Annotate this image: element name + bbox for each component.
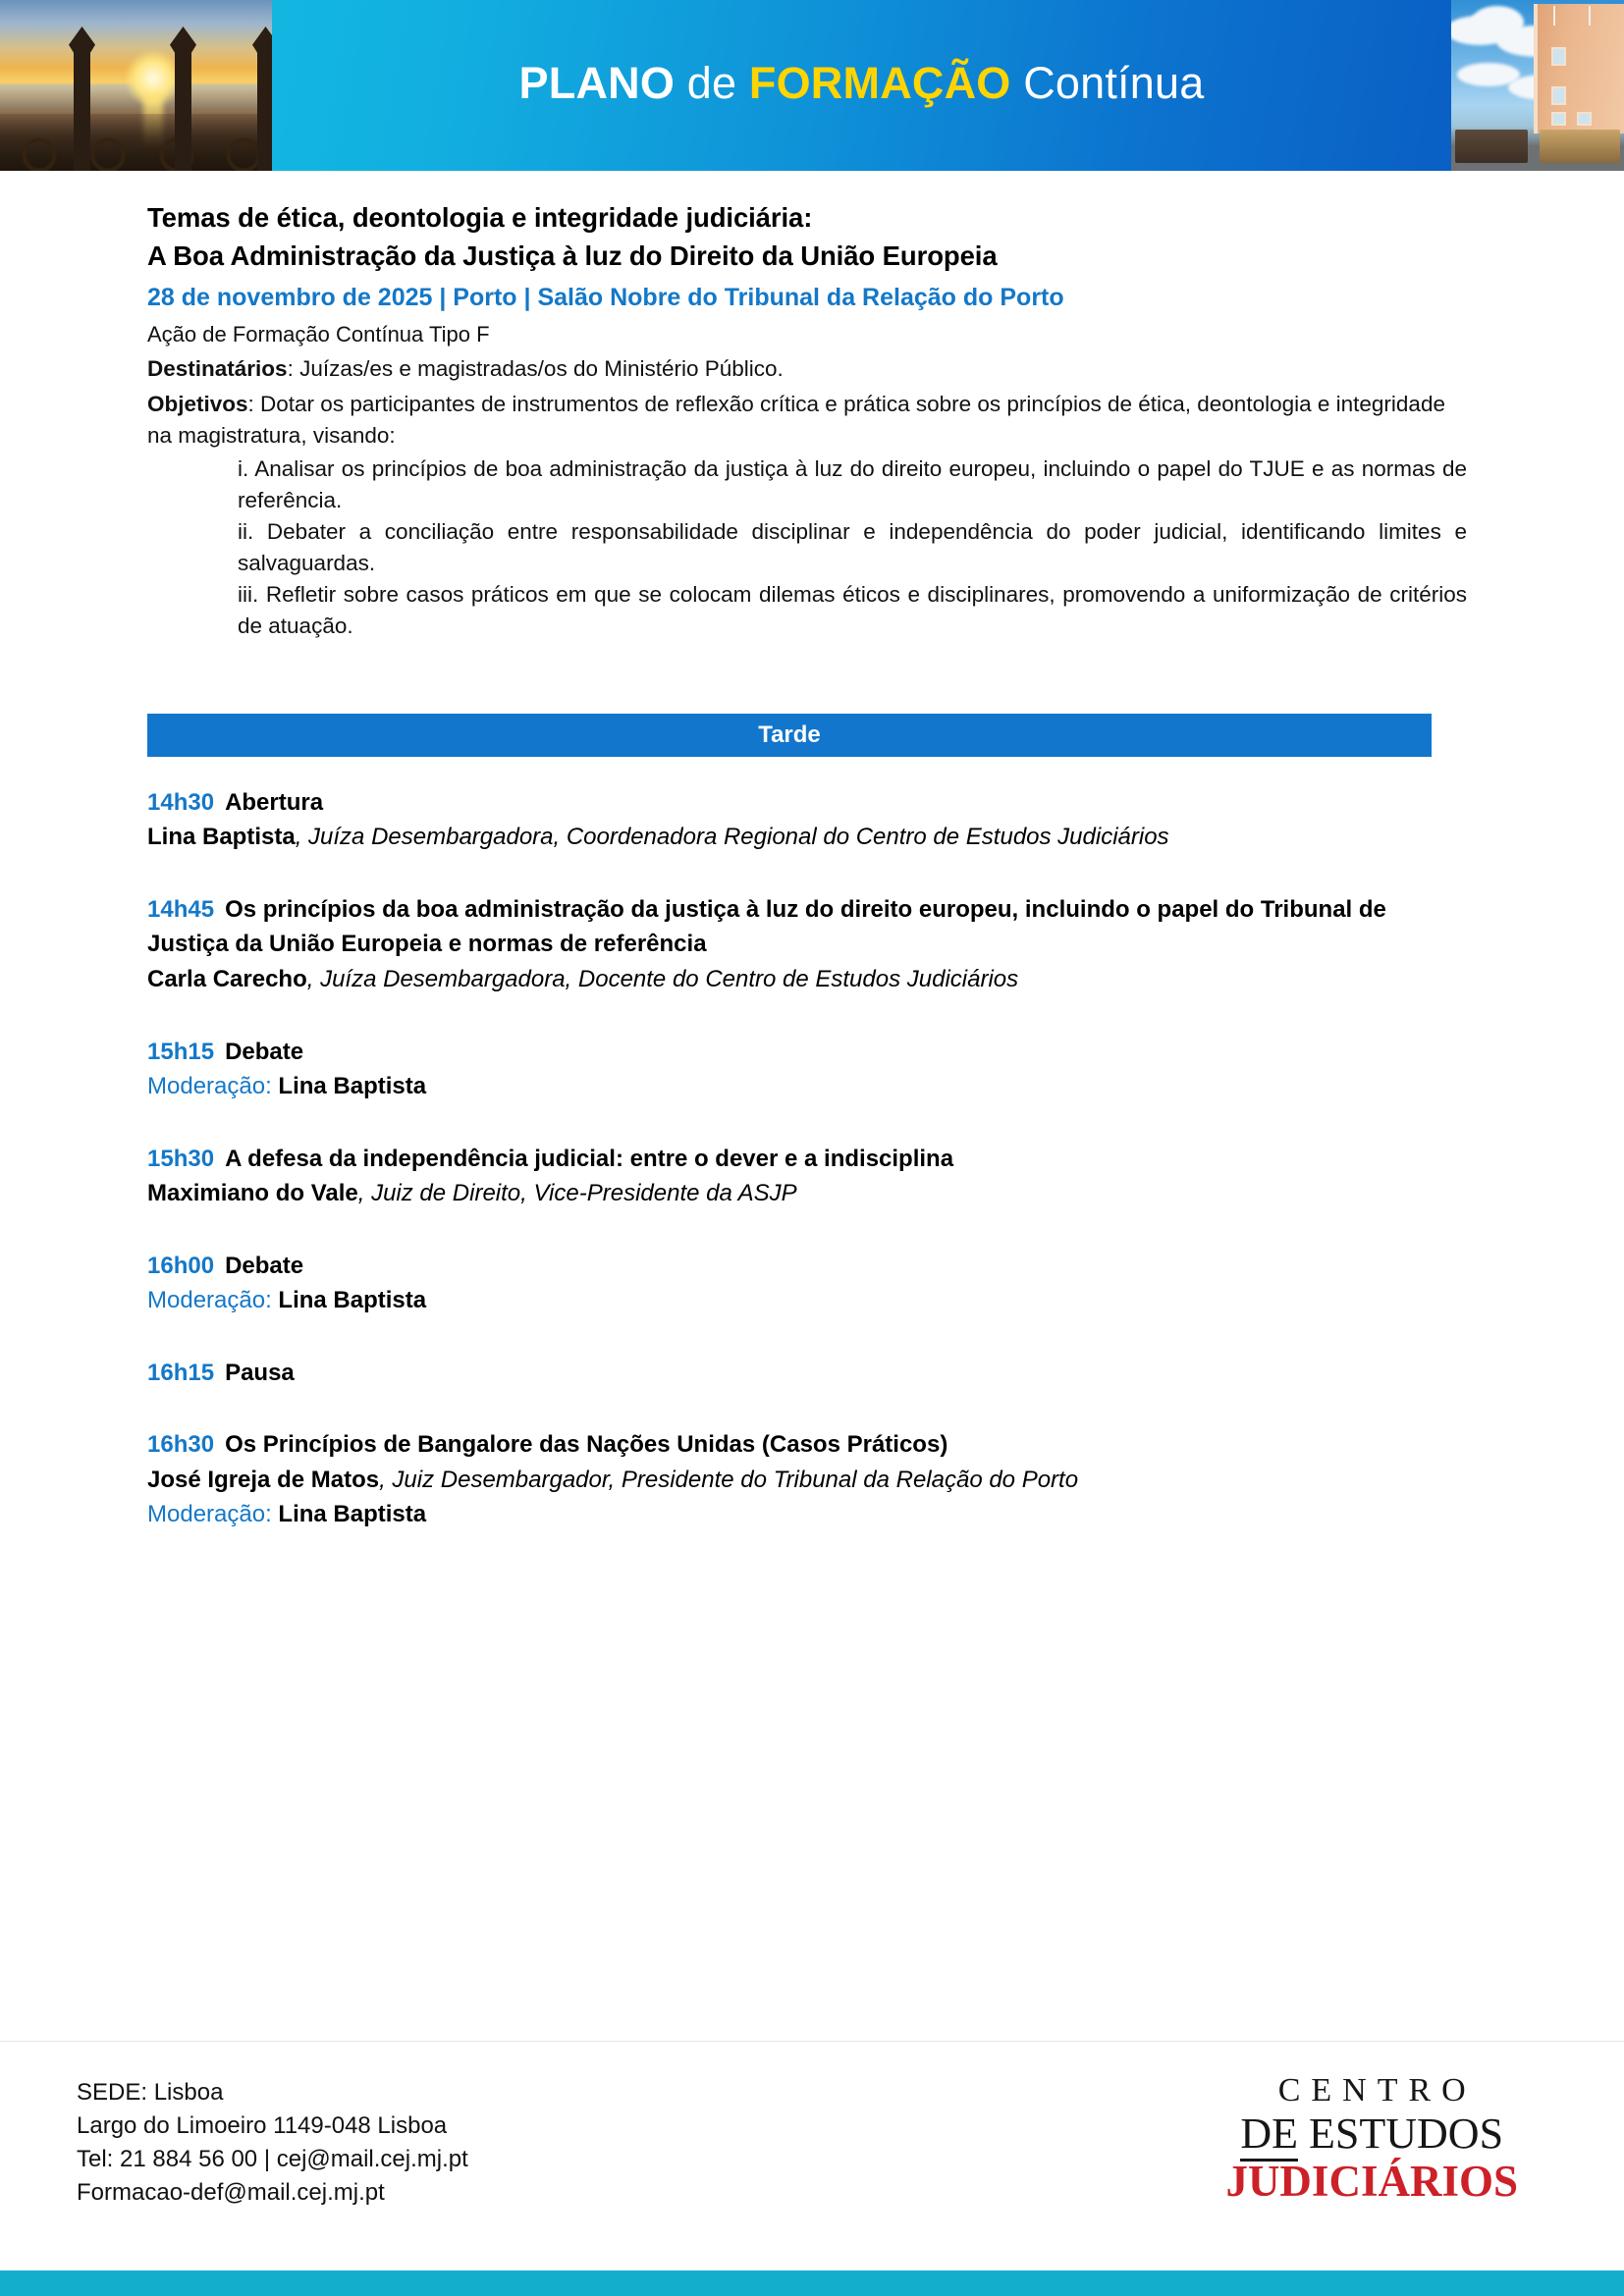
objective-item: ii. Debater a conciliação entre responsabilidade disciplinar e independência do poder judicial, identificando limites e salvaguardas. [238, 519, 1467, 576]
schedule-item-heading [147, 892, 1467, 962]
document-body [0, 171, 1624, 1570]
footer-contact-line: Tel: 21 884 56 00 | cej@mail.cej.mj.pt [77, 2146, 468, 2173]
schedule-item-time: 15h15 [147, 1038, 215, 1065]
moderation-label: Moderação [147, 1073, 266, 1100]
header-title-area [272, 0, 1451, 171]
header-photo-building [1451, 0, 1624, 171]
doc-title-line-2: A Boa Administração da Justiça à luz do Direito da União Europeia [147, 240, 998, 272]
schedule-item [147, 1356, 1467, 1391]
speaker-name: Maximiano do Vale [147, 1180, 358, 1207]
schedule-item-heading [147, 1035, 1467, 1070]
speaker-role: , Juiz Desembargador, Presidente do Tribunal da Relação do Porto [379, 1466, 1079, 1493]
session-banner-label: Tarde [758, 721, 821, 748]
window [1551, 47, 1566, 66]
doc-subtitle-date-place: 28 de novembro de 2025 | Porto | Salão Nobre do Tribunal da Relação do Porto [147, 284, 1064, 312]
doc-destinatarios [147, 353, 1467, 385]
schedule-item-title: Pausa [225, 1359, 295, 1386]
schedule-list [147, 785, 1467, 1532]
logo-text-de-estudos [1225, 2109, 1518, 2158]
schedule-item-heading [147, 1142, 1467, 1177]
schedule-item-time: 16h15 [147, 1359, 215, 1386]
moderation-label: Moderação [147, 1287, 266, 1314]
doc-course-type: Ação de Formação Contínua Tipo F [147, 321, 490, 347]
title-de: de [686, 58, 737, 108]
schedule-item-time: 15h30 [147, 1145, 215, 1172]
footer-email-line: Formacao-def@mail.cej.mj.pt [77, 2179, 385, 2207]
speaker-role: , Juiz de Direito, Vice-Presidente da ASJP [357, 1180, 797, 1207]
schedule-item-speaker [147, 1176, 1467, 1211]
destinatarios-label: Destinatários [147, 356, 288, 382]
schedule-item-moderation: Moderação: Lina Baptista [147, 1501, 427, 1528]
page-footer [0, 2041, 1624, 2296]
logo-text-estudos: ESTUDOS [1309, 2109, 1504, 2158]
building [1534, 4, 1624, 133]
schedule-item-title: Debate [225, 1252, 304, 1279]
railing-spike [175, 48, 191, 171]
bench [1540, 130, 1620, 163]
title-plano: PLANO [518, 58, 676, 108]
doc-objetivos [147, 389, 1467, 452]
logo-text-de: DE [1240, 2109, 1298, 2162]
moderation-name: Lina Baptista [278, 1287, 427, 1314]
objective-item: i. Analisar os princípios de boa administração da justiça à luz do direito europeu, incluindo o papel do TJUE e as normas de referência. [238, 456, 1467, 513]
moderation-name: Lina Baptista [278, 1073, 427, 1100]
schedule-item-heading [147, 1356, 1467, 1391]
schedule-item-title: Os princípios da boa administração da justiça à luz do direito europeu, incluindo o papel do Tribunal de Justiça da União Europeia e normas de referência [147, 895, 1386, 958]
window [1577, 112, 1592, 126]
schedule-item-heading [147, 1427, 1467, 1463]
objetivos-label: Objetivos [147, 392, 248, 417]
logo-text-centro: CENTRO [1277, 2072, 1477, 2109]
flag-pole [1553, 6, 1555, 26]
schedule-item [147, 892, 1467, 997]
railing-spike [74, 48, 90, 171]
objective-item: iii. Refletir sobre casos práticos em que se colocam dilemas éticos e disciplinares, promovendo a uniformização de critérios de atuação. [238, 582, 1467, 638]
schedule-item-title: Abertura [225, 788, 324, 816]
schedule-item [147, 1035, 1467, 1104]
page-title [519, 58, 1205, 109]
window [1551, 86, 1566, 105]
speaker-role: , Juíza Desembargadora, Docente do Centro de Estudos Judiciários [306, 965, 1019, 992]
schedule-item-speaker [147, 962, 1467, 997]
window [1551, 112, 1566, 126]
schedule-item-heading [147, 785, 1467, 821]
schedule-item-moderation: Moderação: Lina Baptista [147, 1287, 427, 1314]
schedule-item-title: A defesa da independência judicial: entre o dever e a indisciplina [225, 1145, 954, 1172]
speaker-name: Lina Baptista [147, 824, 296, 851]
destinatarios-text: : Juízas/es e magistradas/os do Ministério Público. [287, 356, 784, 382]
schedule-item [147, 1249, 1467, 1318]
schedule-item-speaker [147, 820, 1467, 855]
railing-scrollwork [0, 114, 272, 171]
moderation-name: Lina Baptista [278, 1501, 427, 1528]
page-header-banner [0, 0, 1624, 171]
doc-title-line-1: Temas de ética, deontologia e integridade judiciária: [147, 202, 813, 233]
moderation-label: Moderação [147, 1501, 266, 1528]
schedule-item-time: 16h00 [147, 1252, 215, 1279]
schedule-item-time: 14h30 [147, 788, 215, 816]
speaker-role: , Juíza Desembargadora, Coordenadora Regional do Centro de Estudos Judiciários [295, 824, 1169, 851]
objectives-list [147, 454, 1467, 642]
title-continua: Contínua [1023, 58, 1205, 108]
footer-address-line: Largo do Limoeiro 1149-048 Lisboa [77, 2112, 448, 2140]
footer-divider [0, 2041, 1624, 2042]
cej-logo [1225, 2074, 1518, 2204]
title-formacao: FORMAÇÃO [748, 58, 1011, 108]
speaker-name: José Igreja de Matos [147, 1466, 380, 1493]
schedule-item-speaker [147, 1463, 1467, 1498]
schedule-item-time: 14h45 [147, 895, 215, 923]
logo-text-judiciarios: JUDICIÁRIOS [1225, 2157, 1518, 2206]
schedule-item-heading [147, 1249, 1467, 1284]
session-banner-tarde [147, 714, 1432, 757]
footer-accent-bar [0, 2270, 1624, 2296]
schedule-item [147, 1427, 1467, 1532]
schedule-item-title: Debate [225, 1038, 304, 1065]
footer-address-line: SEDE: Lisboa [77, 2079, 224, 2106]
schedule-item [147, 1142, 1467, 1211]
header-photo-sunset [0, 0, 272, 171]
objetivos-text: : Dotar os participantes de instrumentos de reflexão crítica e prática sobre os princípios de ética, deontologia e integridade na magistratura, visando: [147, 392, 1445, 449]
schedule-item-title: Os Princípios de Bangalore das Nações Unidas (Casos Práticos) [225, 1431, 948, 1459]
footer-address-block [77, 2076, 468, 2210]
schedule-item-time: 16h30 [147, 1431, 215, 1459]
speaker-name: Carla Carecho [147, 965, 307, 992]
railing-spike [257, 48, 272, 171]
bench [1455, 130, 1528, 163]
schedule-item [147, 785, 1467, 855]
flag-pole [1589, 6, 1591, 26]
schedule-item-moderation: Moderação: Lina Baptista [147, 1073, 427, 1100]
